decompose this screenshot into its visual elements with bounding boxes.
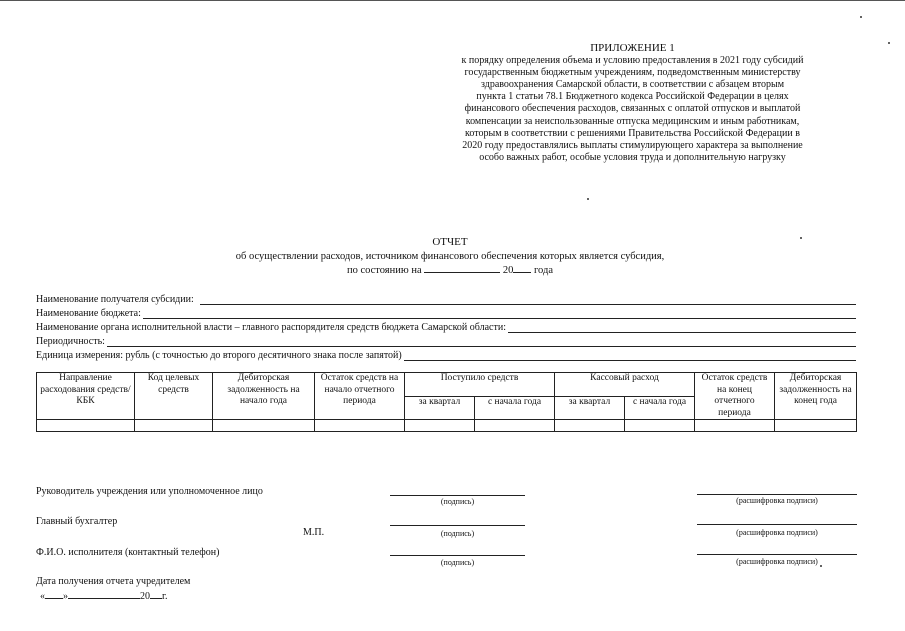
table-cell[interactable]	[775, 420, 857, 432]
received-ytd: с начала года	[475, 396, 555, 420]
accountant-sign-line[interactable]	[390, 525, 525, 526]
executor-sign-line[interactable]	[390, 555, 525, 556]
annex-line: финансового обеспечения расходов, связанных с оплатой отпусков и выплатой	[464, 103, 801, 115]
recipient-input[interactable]	[200, 294, 856, 305]
cash-quarter: за квартал	[555, 396, 625, 420]
head-sign-line[interactable]	[390, 495, 525, 496]
annex-line: к порядку определения объема и условию предоставления в 2021 году субсидий	[461, 55, 804, 67]
receipt-quote-open: «	[40, 591, 45, 602]
periodicity-input[interactable]	[107, 336, 856, 347]
annex-line: компенсации за неиспользованные отпуска медицинским и иным работникам,	[465, 115, 800, 127]
budget-input[interactable]	[143, 308, 856, 319]
table-cell[interactable]	[555, 420, 625, 432]
annex-heading: ПРИЛОЖЕНИЕ 1	[590, 42, 675, 54]
periodicity-label: Периодичность:	[36, 336, 105, 347]
annex-block	[440, 42, 825, 164]
receipt-year-prefix: 20	[140, 591, 150, 602]
unit-input[interactable]	[404, 350, 856, 361]
as-of-year-field[interactable]	[513, 263, 531, 273]
scan-speck	[820, 565, 822, 567]
table-row	[37, 420, 857, 432]
annex-line: государственным бюджетным учреждениям, подведомственным министерству	[464, 67, 801, 79]
executor-sign-caption: (подпись)	[440, 558, 475, 567]
table-cell[interactable]	[475, 420, 555, 432]
report-title-block	[200, 236, 700, 278]
head-decode-line[interactable]	[697, 494, 857, 495]
accountant-decode-caption: (расшифровка подписи)	[736, 528, 818, 537]
recipient-field	[36, 292, 856, 305]
executor-label: Ф.И.О. исполнителя (контактный телефон)	[36, 547, 220, 558]
head-sign-caption: (подпись)	[440, 497, 475, 506]
report-subtitle: об осуществлении расходов, источником финансового обеспечения которых является субсидия,	[235, 250, 665, 262]
group-cash: Кассовый расход	[555, 373, 695, 397]
table-cell[interactable]	[213, 420, 315, 432]
periodicity-field	[36, 334, 856, 347]
col-receivable-end: Дебиторская задолженность на конец года	[775, 373, 857, 420]
authority-label: Наименование органа исполнительной власти – главного распорядителя средств бюджета Самарской области:	[36, 322, 506, 333]
received-quarter: за квартал	[405, 396, 475, 420]
recipient-label: Наименование получателя субсидии:	[36, 294, 194, 305]
group-received: Поступило средств	[405, 373, 555, 397]
table-cell[interactable]	[135, 420, 213, 432]
annex-line: 2020 году предоставлялись выплаты стимулирующего характера за выполнение	[462, 139, 803, 151]
receipt-label: Дата получения отчета учредителем	[36, 576, 191, 587]
table-cell[interactable]	[37, 420, 135, 432]
scan-speck	[860, 16, 862, 18]
executor-decode-caption: (расшифровка подписи)	[736, 557, 818, 566]
as-of-suffix: года	[534, 265, 554, 276]
receipt-year-field[interactable]	[150, 589, 162, 599]
receipt-month-field[interactable]	[68, 589, 140, 599]
stamp-mark: М.П.	[303, 527, 325, 538]
receipt-quote-close: »	[63, 591, 68, 602]
report-table	[36, 372, 857, 432]
scan-speck	[888, 42, 890, 44]
col-receivable-start: Дебиторская задолженность на начало года	[213, 373, 315, 420]
annex-line: особо важных работ, особые условия труда и дополнительную нагрузку	[479, 151, 786, 163]
table-header-row	[37, 373, 857, 397]
col-balance-start: Остаток средств на начало отчетного периода	[315, 373, 405, 420]
accountant-decode-line[interactable]	[697, 524, 857, 525]
annex-line: которым в соответствии с решениями Правительства Российской Федерации в	[465, 127, 800, 139]
col-balance-end: Остаток средств на конец отчетного периода	[695, 373, 775, 420]
report-as-of	[200, 263, 700, 278]
budget-field	[36, 306, 856, 319]
table-cell[interactable]	[625, 420, 695, 432]
accountant-label: Главный бухгалтер	[36, 516, 118, 527]
head-decode-caption: (расшифровка подписи)	[736, 496, 818, 505]
table-cell[interactable]	[315, 420, 405, 432]
authority-input[interactable]	[508, 322, 856, 333]
scan-speck	[800, 237, 802, 239]
as-of-date-field[interactable]	[424, 263, 500, 273]
authority-field	[36, 320, 856, 333]
col-direction: Направление расходования средств/КБК	[37, 373, 135, 420]
receipt-day-field[interactable]	[45, 589, 63, 599]
as-of-prefix: по состоянию на	[346, 265, 422, 276]
executor-decode-line[interactable]	[697, 554, 857, 555]
budget-label: Наименование бюджета:	[36, 308, 141, 319]
unit-field	[36, 348, 856, 361]
scan-speck	[587, 198, 589, 200]
receipt-year-suffix: г.	[162, 591, 168, 602]
page-top-border	[0, 0, 905, 1]
col-code: Код целевых средств	[135, 373, 213, 420]
table-cell[interactable]	[695, 420, 775, 432]
receipt-date	[40, 589, 167, 602]
unit-label: Единица измерения: рубль (с точностью до второго десятичного знака после запятой)	[36, 350, 402, 361]
annex-line: здравоохранения Самарской области, в соответствии с абзацем вторым	[480, 79, 785, 91]
report-title: ОТЧЕТ	[432, 236, 468, 248]
annex-line: пункта 1 статьи 78.1 Бюджетного кодекса Российской Федерации в целях	[476, 91, 789, 103]
as-of-year: 20	[502, 265, 514, 276]
accountant-sign-caption: (подпись)	[440, 529, 475, 538]
cash-ytd: с начала года	[625, 396, 695, 420]
head-signatory-label: Руководитель учреждения или уполномоченное лицо	[36, 486, 263, 497]
table-cell[interactable]	[405, 420, 475, 432]
